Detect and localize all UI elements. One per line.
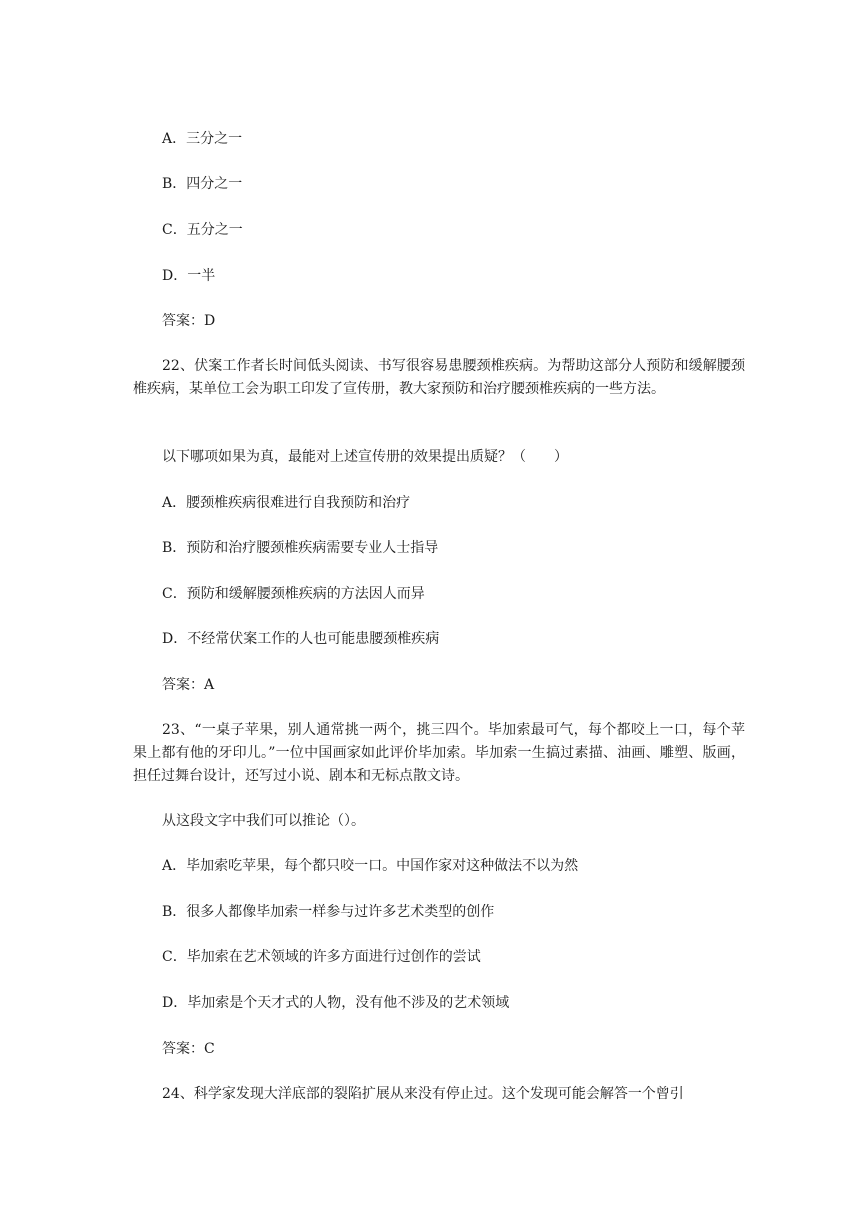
q23-question-text	[133, 719, 745, 788]
q22-answer: 答案：A	[162, 677, 215, 693]
q23-option-c: C．毕加索在艺术领域的许多方面进行过创作的尝试	[162, 949, 481, 965]
q21-option-c: C．五分之一	[162, 222, 243, 238]
q24-question-text	[133, 1083, 745, 1106]
q23-option-b: B．很多人都像毕加索一样参与过许多艺术类型的创作	[162, 904, 495, 920]
q21-option-b: B．四分之一	[162, 176, 243, 192]
q23-stem: 从这段文字中我们可以推论（）。	[162, 813, 365, 829]
q21-option-a: A．三分之一	[162, 131, 243, 147]
q23-option-d: D．毕加索是个天才式的人物，没有他不涉及的艺术领域	[162, 995, 510, 1011]
q23-option-a: A．毕加索吃苹果，每个都只咬一口。中国作家对这种做法不以为然	[162, 858, 579, 874]
q22-option-d: D．不经常伏案工作的人也可能患腰颈椎疾病	[162, 631, 440, 647]
q21-answer: 答案：D	[162, 313, 216, 329]
q23-answer: 答案：C	[162, 1041, 215, 1057]
q22-question-content: 22、伏案工作者长时间低头阅读、书写很容易患腰颈椎疾病。为帮助这部分人预防和缓解腰颈椎疾病，某单位工会为职工印发了宣传册，教大家预防和治疗腰颈椎疾病的一些方法。	[133, 358, 745, 397]
q22-stem: 以下哪项如果为真，最能对上述宣传册的效果提出质疑？（ ）	[162, 449, 568, 465]
q23-question-content: 23、“一桌子苹果，别人通常挑一两个，挑三四个。毕加索最可气，每个都咬上一口，每个苹果上都有他的牙印儿。”一位中国画家如此评价毕加索。毕加索一生搞过素描、油画、雕塑、版画，担任过舞台设计，还写过小说、剧本和无标点散文诗。	[133, 722, 745, 784]
q21-option-d: D．一半	[162, 268, 216, 284]
q22-option-b: B．预防和治疗腰颈椎疾病需要专业人士指导	[162, 540, 439, 556]
q24-question-content: 24、科学家发现大洋底部的裂陷扩展从来没有停止过。这个发现可能会解答一个曾引	[162, 1086, 684, 1102]
q22-option-c: C．预防和缓解腰颈椎疾病的方法因人而异	[162, 586, 425, 602]
q22-question-text	[133, 355, 745, 401]
q22-option-a: A．腰颈椎疾病很难进行自我预防和治疗	[162, 495, 411, 511]
